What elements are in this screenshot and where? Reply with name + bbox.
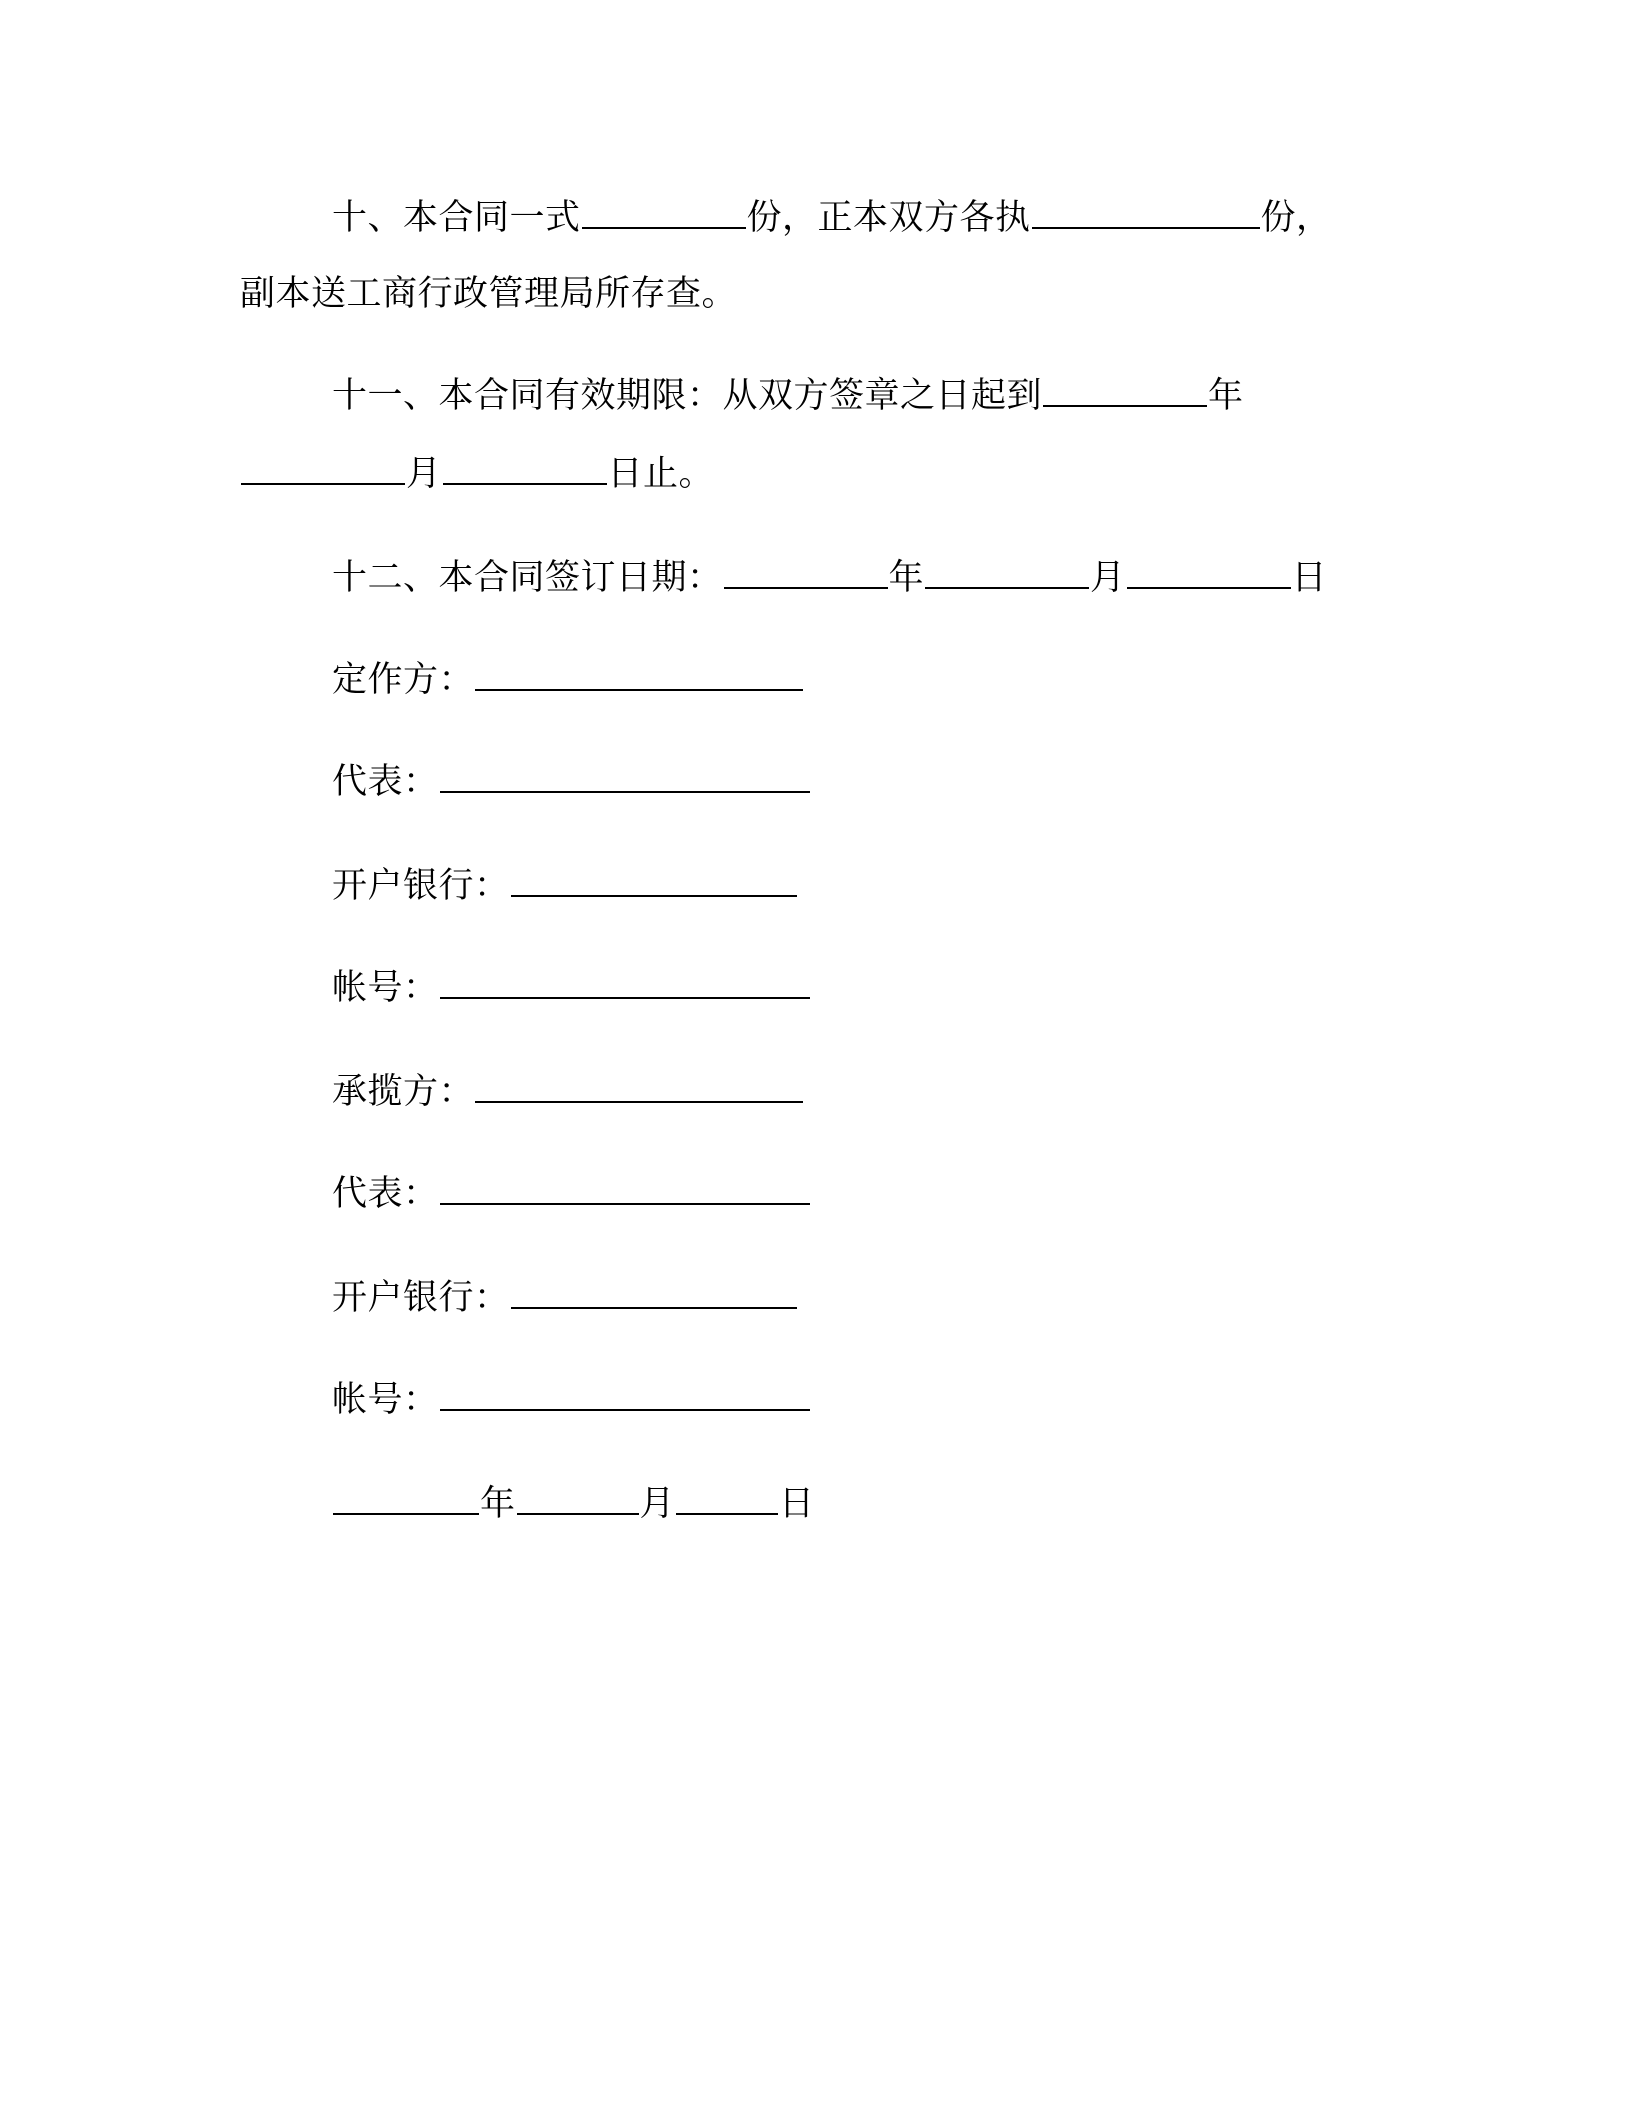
final-day-label: 日: [779, 1484, 815, 1524]
clause-10-prefix: 十、本合同一式: [332, 198, 581, 238]
party-b-rep-label: 代表：: [332, 1174, 439, 1214]
party-a-bank-row: [332, 864, 798, 908]
party-a-bank-blank[interactable]: [511, 865, 797, 897]
copies-each-blank[interactable]: [1032, 197, 1260, 229]
clause-10-unit-1: 份，正本双方各执: [746, 198, 1031, 238]
clause-12-prefix: 十二、本合同签订日期：: [332, 558, 723, 598]
final-month-blank[interactable]: [517, 1483, 639, 1515]
party-b-bank-label: 开户银行：: [332, 1278, 510, 1318]
party-b-name-blank[interactable]: [475, 1071, 803, 1103]
party-b-bank-row: [332, 1276, 798, 1320]
clause-11-prefix: 十一、本合同有效期限：从双方签章之日起到: [332, 376, 1043, 416]
clause-11-month-label: 月: [406, 454, 442, 494]
party-a-account-label: 帐号：: [332, 968, 439, 1008]
party-b-account-label: 帐号：: [332, 1380, 439, 1420]
final-day-blank[interactable]: [676, 1483, 778, 1515]
copies-total-blank[interactable]: [582, 197, 746, 229]
final-month-label: 月: [639, 1484, 676, 1524]
clause-11-line-1: [332, 374, 1244, 418]
party-b-name-label: 承揽方：: [332, 1072, 475, 1112]
clause-11-day-end: 日止。: [607, 454, 715, 494]
clause-10-line-2: 副本送工商行政管理局所存查。: [240, 274, 738, 314]
party-a-rep-blank[interactable]: [440, 761, 810, 793]
party-b-rep-row: [332, 1172, 811, 1216]
party-b-name-row: [332, 1070, 804, 1114]
clause-10-line-1: [332, 196, 1332, 240]
clause-12-year-label: 年: [888, 558, 925, 598]
clause-11-line-2: [240, 452, 714, 496]
party-b-account-blank[interactable]: [440, 1379, 810, 1411]
party-a-name-row: [332, 658, 804, 702]
clause-11-year-label: 年: [1208, 376, 1244, 416]
final-year-label: 年: [480, 1484, 516, 1524]
validity-month-blank[interactable]: [241, 453, 405, 485]
clause-12-line: [332, 556, 1327, 600]
party-a-account-blank[interactable]: [440, 967, 810, 999]
party-a-name-label: 定作方：: [332, 660, 475, 700]
party-a-account-row: [332, 966, 811, 1010]
validity-day-blank[interactable]: [443, 453, 607, 485]
party-a-bank-label: 开户银行：: [332, 866, 510, 906]
clause-12-day-label: 日: [1291, 558, 1328, 598]
sign-month-blank[interactable]: [925, 557, 1089, 589]
party-b-rep-blank[interactable]: [440, 1173, 810, 1205]
sign-day-blank[interactable]: [1127, 557, 1291, 589]
party-b-account-row: [332, 1378, 811, 1422]
clause-10-unit-2: 份，: [1260, 198, 1332, 238]
validity-year-blank[interactable]: [1043, 375, 1207, 407]
final-date-row: [332, 1482, 815, 1526]
party-a-name-blank[interactable]: [475, 659, 803, 691]
clause-12-month-label: 月: [1090, 558, 1126, 598]
party-a-rep-label: 代表：: [332, 762, 439, 802]
party-a-rep-row: [332, 760, 811, 804]
party-b-bank-blank[interactable]: [511, 1277, 797, 1309]
final-year-blank[interactable]: [333, 1483, 479, 1515]
sign-year-blank[interactable]: [724, 557, 888, 589]
